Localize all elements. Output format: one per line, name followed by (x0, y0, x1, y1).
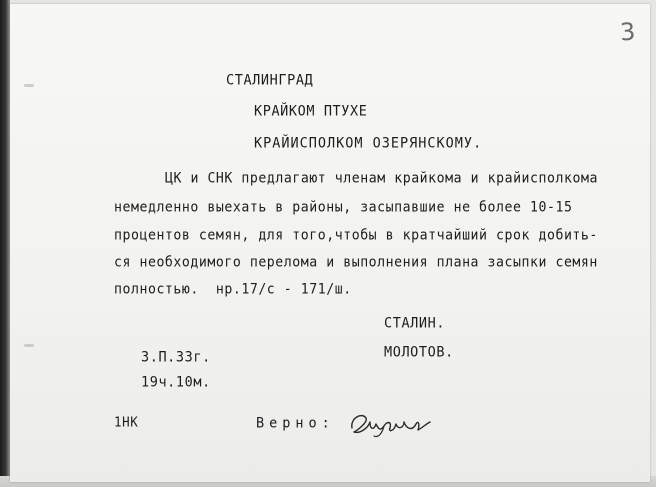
body-line-3: процентов семян, для того,чтобы в кратчайший срок добить- (114, 227, 598, 244)
scan-left-edge (0, 0, 10, 487)
punch-hole-mark (24, 344, 34, 347)
handwritten-signature (348, 406, 434, 440)
document-date: 3.П.33г. (141, 348, 211, 366)
document-time: 19ч.10м. (141, 373, 211, 391)
body-line-5: полностью. нр.17/с - 171/ш. (114, 281, 352, 298)
address-city: СТАЛИНГРАД (226, 71, 314, 89)
address-recipient-1: КРАЙКОМ ПТУХЕ (254, 102, 368, 120)
body-line-1: ЦК и СНК предлагают членам крайкома и крайисполкома (165, 170, 598, 187)
certified-label: Верно: (256, 414, 335, 432)
body-line-2: немедленно выехать в районы, засыпавшие не более 10-15 (114, 199, 573, 216)
address-recipient-2: КРАЙИСПОЛКОМ ОЗЕРЯНСКОМУ. (254, 134, 483, 152)
copy-code: 1НК (114, 413, 139, 430)
body-line-4: ся необходимого перелома и выполнения плана засыпки семян (114, 254, 598, 271)
page-number: 3 (619, 17, 637, 47)
punch-hole-mark (24, 84, 34, 87)
signatory-molotov: МОЛОТОВ. (384, 343, 454, 361)
signatory-stalin: СТАЛИН. (384, 314, 446, 332)
